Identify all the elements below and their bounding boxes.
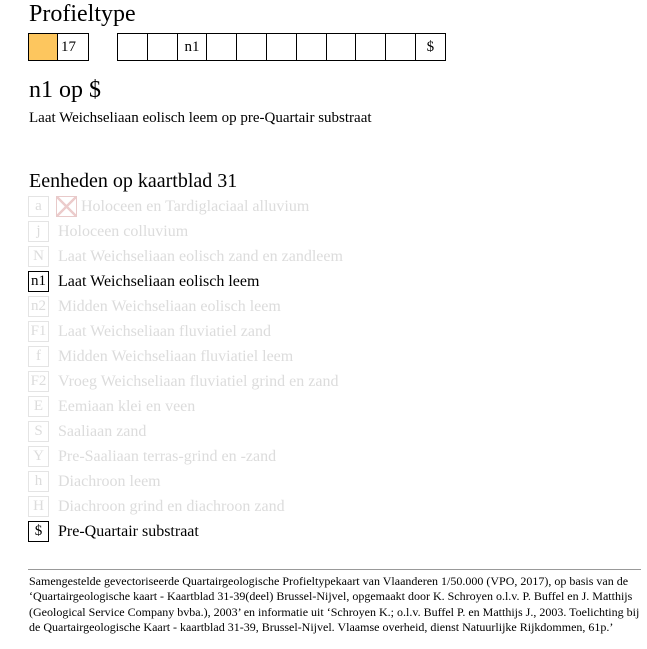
legend-unit-a (28, 194, 628, 219)
unit-name: Holoceen colluvium (58, 222, 189, 240)
profile-sequence-cell (327, 33, 357, 61)
unit-code-box: Y (28, 446, 49, 467)
page-title: Profieltype (29, 1, 136, 27)
unit-name: Vroeg Weichseliaan fluviatiel grind en zand (58, 372, 339, 390)
profile-sequence-cells (117, 33, 446, 61)
unit-name: Diachroon grind en diachroon zand (58, 497, 285, 515)
profile-sequence-cell: $ (416, 33, 446, 61)
unit-name: Midden Weichseliaan fluviatiel leem (58, 347, 294, 365)
legend-unit-f1 (28, 319, 628, 344)
unit-code-box: n1 (28, 271, 49, 292)
profile-type-number: 17 (61, 39, 76, 55)
profile-color-swatch (29, 34, 58, 60)
unit-code-box: H (28, 496, 49, 517)
profile-type-swatch (28, 33, 89, 61)
profile-description: Laat Weichseliaan eolisch leem op pre-Quartair substraat (29, 110, 372, 126)
unit-code-box: F2 (28, 371, 49, 392)
unit-name: Saaliaan zand (58, 422, 147, 440)
legend-unit-s (28, 419, 628, 444)
unit-name: Eemiaan klei en veen (58, 397, 196, 415)
profile-sequence-cell (207, 33, 237, 61)
unit-name: Laat Weichseliaan eolisch zand en zandleem (58, 247, 343, 265)
legend-unit-e (28, 394, 628, 419)
unit-name: Laat Weichseliaan eolisch leem (58, 272, 260, 290)
profile-sequence-cell (148, 33, 178, 61)
unit-code-box: E (28, 396, 49, 417)
hatch-pattern-icon (56, 196, 77, 217)
profile-sequence-cell: n1 (178, 33, 208, 61)
legend-unit-n2 (28, 294, 628, 319)
unit-code-box: h (28, 471, 49, 492)
profile-sequence-cell (386, 33, 416, 61)
unit-code-box: f (28, 346, 49, 367)
unit-code-box: $ (28, 521, 49, 542)
unit-code-box: j (28, 221, 49, 242)
legend-unit-f2 (28, 369, 628, 394)
profile-formula: n1 op $ (29, 77, 101, 103)
legend-unit-n1 (28, 269, 628, 294)
unit-name: Pre-Saaliaan terras-grind en -zand (58, 447, 277, 465)
unit-name: Diachroon leem (58, 472, 161, 490)
source-note: Samengestelde gevectoriseerde Quartairgeologische Profieltypekaart van Vlaanderen 1/50.000 (VPO, 2017), op basis van de ‘Quartairgeologische kaart - Kaartblad 31-39(deel) Brussel-Nijvel, opgemaakt door K. Schroyen o.l.v. P. Buffel en J. Matthijs (Geological Service Company bvba.), 2003’ en informatie uit ‘Schroyen K.; o.l.v. Buffel P. en Matthijs J., 2003. Toelichting bij de Quartairgeologische Kaart - kaartblad 31-39, Brussel-Nijvel. Vlaamse overheid, dienst Natuurlijke Rijkdommen, 61p.’ (29, 574, 640, 634)
legend-unit-h (28, 469, 628, 494)
unit-code-box: n2 (28, 296, 49, 317)
divider (28, 569, 641, 570)
unit-code-box: N (28, 246, 49, 267)
legend-unit-n (28, 244, 628, 269)
unit-name: Holoceen en Tardiglaciaal alluvium (81, 197, 310, 215)
unit-name: Laat Weichseliaan fluviatiel zand (58, 322, 271, 340)
profile-sequence-cell (356, 33, 386, 61)
profile-sequence-cell (237, 33, 267, 61)
unit-code-box: F1 (28, 321, 49, 342)
legend-unit-substrate (28, 519, 628, 544)
profile-sequence-cell (267, 33, 297, 61)
unit-code-box: S (28, 421, 49, 442)
legend-unit-j (28, 219, 628, 244)
unit-code-box: a (28, 196, 49, 217)
profile-sequence-cell (118, 33, 148, 61)
legend-unit-f (28, 344, 628, 369)
unit-name: Pre-Quartair substraat (58, 522, 199, 540)
legend-unit-h (28, 494, 628, 519)
legend-unit-y (28, 444, 628, 469)
legend-title: Eenheden op kaartblad 31 (29, 170, 238, 192)
unit-name: Midden Weichseliaan eolisch leem (58, 297, 281, 315)
profile-sequence-cell (297, 33, 327, 61)
unit-legend (28, 194, 628, 544)
